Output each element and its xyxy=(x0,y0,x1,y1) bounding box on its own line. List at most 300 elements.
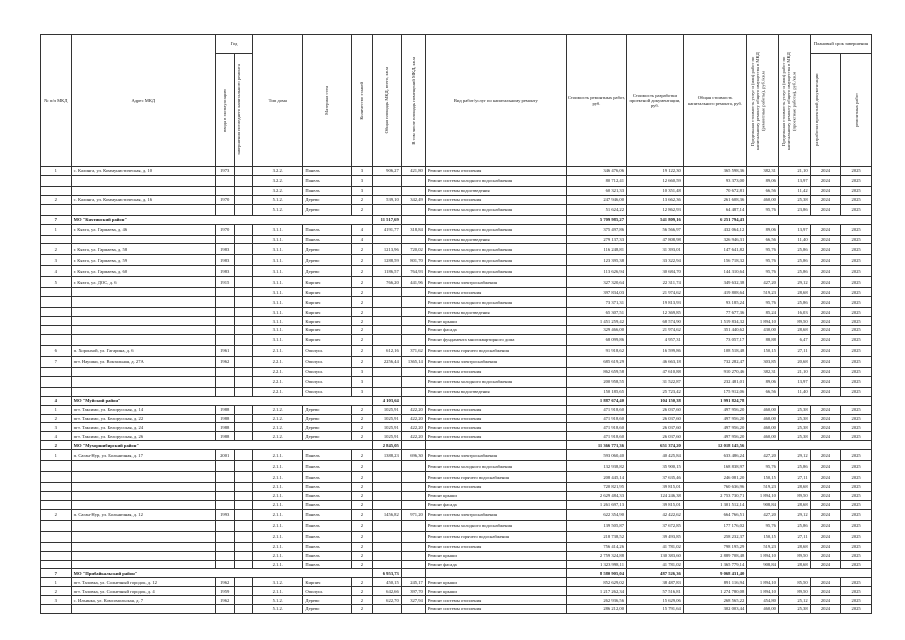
cell-year-commission xyxy=(215,368,234,377)
cell-house-type: 5.1.2. xyxy=(253,605,303,614)
cell-repair-cost: 593 060,40 xyxy=(566,450,626,461)
cell-plan-repair: 2025 xyxy=(841,288,872,297)
mo-cell-empty xyxy=(401,441,425,450)
cell-year-commission xyxy=(215,472,234,483)
cell-max-cost-design: 28,68 xyxy=(778,560,810,569)
table-row xyxy=(41,551,872,560)
cell-wall-material: Панель xyxy=(303,224,351,235)
cell-year-commission: 1988 xyxy=(215,405,234,414)
cell-year-commission: 2001 xyxy=(215,450,234,461)
cell-max-cost-design: 25,38 xyxy=(778,195,810,204)
cell-num: 3 xyxy=(41,255,72,266)
cell-design-cost: 39 815,01 xyxy=(627,483,684,492)
cell-wall-material: Дерево xyxy=(303,596,351,605)
cell-max-cost-repair: 150,15 xyxy=(747,531,779,542)
mo-cell-rc: 5 709 985,27 xyxy=(566,215,626,224)
cell-repair-cost: 132 938,82 xyxy=(566,461,626,472)
cell-address xyxy=(71,472,215,483)
mo-cell-empty xyxy=(425,396,566,405)
cell-wall-material: Панель xyxy=(303,175,351,186)
cell-plan-design: 2024 xyxy=(810,346,841,357)
cell-year-commission: 1959 xyxy=(215,587,234,596)
cell-max-cost-design: 11,40 xyxy=(778,235,810,244)
cell-floors: 2 xyxy=(351,432,373,441)
cell-wall-material: Панель xyxy=(303,520,351,531)
cell-num xyxy=(41,326,72,335)
cell-plan-design: 2024 xyxy=(810,483,841,492)
cell-wall-material: Кирпич xyxy=(303,578,351,587)
cell-address xyxy=(71,235,215,244)
cell-repair-cost: 685 619,29 xyxy=(566,357,626,368)
table-row xyxy=(41,308,872,317)
cell-total-cost: 732 282,47 xyxy=(683,357,746,368)
cell-total-cost: 147 641,82 xyxy=(683,244,746,255)
cell-plan-repair: 2025 xyxy=(841,235,872,244)
repair-program-sheet xyxy=(40,34,872,614)
cell-max-cost-repair: 89,06 xyxy=(747,376,779,387)
cell-total-cost: 497 956,20 xyxy=(683,414,746,423)
cell-year-commission: 1970 xyxy=(215,195,234,204)
cell-work-type: Ремонт системы холодного водоснабжения xyxy=(425,520,566,531)
cell-living-area xyxy=(401,483,425,492)
cell-year-repair xyxy=(234,531,253,542)
cell-year-repair xyxy=(234,596,253,605)
cell-year-commission xyxy=(215,520,234,531)
cell-year-repair xyxy=(234,224,253,235)
cell-floors: 2 xyxy=(351,244,373,255)
cell-house-type: 3.1.1. xyxy=(253,244,303,255)
cell-living-area xyxy=(401,551,425,560)
cell-living-area xyxy=(401,204,425,215)
mo-cell-name: МО "Кяхтинский район" xyxy=(71,215,373,224)
cell-year-repair xyxy=(234,551,253,560)
cell-year-repair xyxy=(234,326,253,335)
cell-plan-design: 2024 xyxy=(810,423,841,432)
cell-year-repair xyxy=(234,520,253,531)
cell-repair-cost: 123 395,38 xyxy=(566,255,626,266)
cell-max-cost-repair: 427,20 xyxy=(747,277,779,288)
header-house-type: Тип дома xyxy=(253,35,303,167)
cell-work-type: Ремонт системы отопления xyxy=(425,483,566,492)
cell-plan-design: 2024 xyxy=(810,387,841,396)
cell-total-cost: 93 185,24 xyxy=(683,297,746,308)
mo-cell-n: 4 xyxy=(41,396,72,405)
cell-repair-cost: 1 451 259,42 xyxy=(566,317,626,326)
cell-num xyxy=(41,186,72,195)
cell-total-cost: 760 636,96 xyxy=(683,483,746,492)
cell-address xyxy=(71,531,215,542)
cell-year-commission xyxy=(215,326,234,335)
repair-program-table xyxy=(40,34,872,614)
cell-repair-cost: 139 505,87 xyxy=(566,520,626,531)
cell-address: п. Хоронхой, ул. Гагарина, д. 6 xyxy=(71,346,215,357)
cell-work-type: Ремонт системы отопления xyxy=(425,596,566,605)
cell-house-type: 3.1.1. xyxy=(253,235,303,244)
cell-total-cost: 177 176,02 xyxy=(683,520,746,531)
cell-total-cost: 432 064,12 xyxy=(683,224,746,235)
cell-year-commission xyxy=(215,288,234,297)
mo-cell-empty xyxy=(401,569,425,578)
cell-max-cost-design: 27,11 xyxy=(778,472,810,483)
cell-max-cost-design: 21,10 xyxy=(778,167,810,176)
cell-floors: 2 xyxy=(351,288,373,297)
cell-wall-material: Панель xyxy=(303,167,351,176)
cell-year-commission xyxy=(215,308,234,317)
table-row xyxy=(41,244,872,255)
cell-house-type: 2.1.2. xyxy=(253,405,303,414)
cell-year-commission xyxy=(215,551,234,560)
cell-plan-design: 2024 xyxy=(810,335,841,346)
cell-floors: 4 xyxy=(351,235,373,244)
cell-total-area xyxy=(373,326,401,335)
cell-floors: 2 xyxy=(351,204,373,215)
cell-work-type: Ремонт системы отопления xyxy=(425,368,566,377)
cell-total-area: 766,20 xyxy=(373,277,401,288)
cell-work-type: Ремонт системы электроснабжения xyxy=(425,450,566,461)
cell-wall-material: Кирпич xyxy=(303,335,351,346)
cell-total-cost: 268 565,22 xyxy=(683,596,746,605)
cell-work-type: Ремонт крыши xyxy=(425,317,566,326)
cell-work-type: Ремонт системы водоотведения xyxy=(425,387,566,396)
cell-floors: 2 xyxy=(351,346,373,357)
table-row xyxy=(41,483,872,492)
cell-address xyxy=(71,204,215,215)
cell-address: с. Ильинка, ул. Комсомольская, д. 7 xyxy=(71,596,215,605)
cell-house-type: 2.2.1. xyxy=(253,387,303,396)
cell-floors: 2 xyxy=(351,450,373,461)
cell-plan-design: 2024 xyxy=(810,195,841,204)
cell-year-commission: 1983 xyxy=(215,255,234,266)
cell-address xyxy=(71,605,215,614)
cell-year-commission xyxy=(215,297,234,308)
cell-total-cost: 232 481,01 xyxy=(683,376,746,387)
cell-address: с. Калинга, ул. Коммунистическая, д. 16 xyxy=(71,195,215,204)
cell-design-cost: 124 246,38 xyxy=(627,492,684,501)
cell-num: 2 xyxy=(41,587,72,596)
header-living-area: В том числе площадь помещений МКД, кв.м xyxy=(401,35,425,167)
cell-design-cost: 130 383,60 xyxy=(627,551,684,560)
cell-year-commission xyxy=(215,500,234,509)
cell-wall-material: Кирпич xyxy=(303,308,351,317)
cell-max-cost-repair: 85,24 xyxy=(747,308,779,317)
cell-max-cost-design: 13,97 xyxy=(778,224,810,235)
cell-work-type: Ремонт фасада xyxy=(425,560,566,569)
table-row xyxy=(41,520,872,531)
cell-wall-material: Дерево xyxy=(303,405,351,414)
cell-repair-cost: 200 958,55 xyxy=(566,376,626,387)
cell-year-repair xyxy=(234,376,253,387)
cell-num: 1 xyxy=(41,405,72,414)
cell-floors: 2 xyxy=(351,500,373,509)
cell-year-repair xyxy=(234,186,253,195)
cell-living-area xyxy=(401,288,425,297)
cell-house-type: 3.2.2. xyxy=(253,167,303,176)
mo-cell-name: МО "Муйский район" xyxy=(71,396,373,405)
cell-plan-repair: 2025 xyxy=(841,204,872,215)
cell-wall-material: Дерево xyxy=(303,605,351,614)
cell-plan-repair: 2025 xyxy=(841,531,872,542)
cell-repair-cost: 68 099,86 xyxy=(566,335,626,346)
cell-plan-repair: 2025 xyxy=(841,551,872,560)
cell-plan-design: 2024 xyxy=(810,376,841,387)
cell-total-area: 539,10 xyxy=(373,195,401,204)
cell-wall-material: Дерево xyxy=(303,255,351,266)
cell-address xyxy=(71,175,215,186)
cell-max-cost-design: 28,68 xyxy=(778,483,810,492)
cell-work-type: Ремонт системы отопления xyxy=(425,195,566,204)
cell-floors: 2 xyxy=(351,551,373,560)
table-row xyxy=(41,317,872,326)
cell-repair-cost: 471 918,60 xyxy=(566,405,626,414)
mo-cell-n: 2 xyxy=(41,441,72,450)
cell-max-cost-design: 27,11 xyxy=(778,531,810,542)
cell-max-cost-design: 25,86 xyxy=(778,266,810,277)
header-repair-cost: Стоимость ремонтных работ, руб. xyxy=(566,35,626,167)
table-row xyxy=(41,357,872,368)
cell-floors: 2 xyxy=(351,255,373,266)
mo-cell-rc: 8 580 905,04 xyxy=(566,569,626,578)
table-row xyxy=(41,587,872,596)
table-row xyxy=(41,204,872,215)
cell-year-commission xyxy=(215,235,234,244)
cell-total-cost: 633 486,24 xyxy=(683,450,746,461)
cell-max-cost-design: 11,40 xyxy=(778,387,810,396)
cell-design-cost: 25 723,42 xyxy=(627,387,684,396)
cell-address: п. Саган-Нур, ул. Больничная, д. 12 xyxy=(71,509,215,520)
cell-floors: 2 xyxy=(351,605,373,614)
cell-total-cost: 1 365 779,14 xyxy=(683,560,746,569)
cell-total-cost: 419 808,64 xyxy=(683,288,746,297)
cell-address xyxy=(71,492,215,501)
cell-plan-repair: 2025 xyxy=(841,578,872,587)
cell-design-cost: 35 900,15 xyxy=(627,461,684,472)
cell-plan-repair: 2025 xyxy=(841,450,872,461)
cell-house-type: 5.1.2. xyxy=(253,204,303,215)
cell-max-cost-design: 25,86 xyxy=(778,244,810,255)
cell-total-cost: 349 632,38 xyxy=(683,277,746,288)
table-row xyxy=(41,414,872,423)
cell-wall-material: Панель xyxy=(303,492,351,501)
cell-max-cost-repair: 95,76 xyxy=(747,244,779,255)
cell-max-cost-design: 29,12 xyxy=(778,277,810,288)
cell-num xyxy=(41,376,72,387)
cell-repair-cost: 1 261 697,13 xyxy=(566,500,626,509)
cell-work-type: Ремонт системы горячего водоснабжения xyxy=(425,472,566,483)
cell-house-type: 2.1.1. xyxy=(253,483,303,492)
mo-cell-dc: 104 150,38 xyxy=(627,396,684,405)
cell-house-type: 2.1.1. xyxy=(253,472,303,483)
table-row xyxy=(41,368,872,377)
cell-num: 1 xyxy=(41,578,72,587)
cell-plan-repair: 2025 xyxy=(841,414,872,423)
cell-house-type: 3.1.1. xyxy=(253,266,303,277)
cell-num xyxy=(41,560,72,569)
cell-plan-repair: 2025 xyxy=(841,560,872,569)
cell-plan-repair: 2025 xyxy=(841,167,872,176)
cell-plan-repair: 2025 xyxy=(841,224,872,235)
header-year-group: Год xyxy=(215,35,252,54)
cell-address: пгт. Таксимо, ул. Белорусская, д. 26 xyxy=(71,432,215,441)
cell-year-repair xyxy=(234,297,253,308)
cell-living-area: 971,20 xyxy=(401,509,425,520)
cell-num: 5 xyxy=(41,277,72,288)
mo-cell-empty xyxy=(747,396,872,405)
cell-house-type: 3.1.1. xyxy=(253,288,303,297)
cell-wall-material: Кирпич xyxy=(303,317,351,326)
cell-floors: 3 xyxy=(351,175,373,186)
cell-plan-design: 2024 xyxy=(810,266,841,277)
cell-wall-material: Панель xyxy=(303,560,351,569)
cell-house-type: 2.1.1. xyxy=(253,346,303,357)
cell-year-commission xyxy=(215,542,234,551)
cell-year-commission xyxy=(215,531,234,542)
cell-house-type: 2.1.1. xyxy=(253,531,303,542)
cell-total-area xyxy=(373,520,401,531)
cell-living-area xyxy=(401,387,425,396)
cell-repair-cost: 471 918,60 xyxy=(566,414,626,423)
table-row xyxy=(41,405,872,414)
header-total-cost: Общая стоимость капитального ремонта, руб. xyxy=(683,35,746,167)
mo-cell-tc: 12 018 145,56 xyxy=(683,441,746,450)
cell-address: пгт. Таксимо, ул. Белорусская, д. 14 xyxy=(71,405,215,414)
mo-cell-name: МО "Прибайкальский район" xyxy=(71,569,373,578)
cell-wall-material: Дерево xyxy=(303,195,351,204)
cell-floors: 3 xyxy=(351,167,373,176)
cell-plan-design: 2024 xyxy=(810,288,841,297)
cell-plan-design: 2024 xyxy=(810,509,841,520)
header-total-area: Общая площадь МКД, всего, кв.м xyxy=(373,35,401,167)
cell-max-cost-repair: 95,76 xyxy=(747,266,779,277)
cell-plan-repair: 2025 xyxy=(841,368,872,377)
cell-repair-cost: 218 738,52 xyxy=(566,531,626,542)
cell-total-area xyxy=(373,308,401,317)
cell-wall-material: Панель xyxy=(303,450,351,461)
cell-work-type: Ремонт системы электроснабжения xyxy=(425,509,566,520)
cell-max-cost-repair: 427,20 xyxy=(747,450,779,461)
cell-total-area xyxy=(373,387,401,396)
cell-total-area xyxy=(373,461,401,472)
mo-cell-tc: 1 991 824,78 xyxy=(683,396,746,405)
cell-address xyxy=(71,376,215,387)
cell-wall-material: Панель xyxy=(303,472,351,483)
cell-plan-design: 2024 xyxy=(810,414,841,423)
cell-floors: 2 xyxy=(351,542,373,551)
cell-design-cost: 16 599,86 xyxy=(627,346,684,357)
cell-floors: 2 xyxy=(351,461,373,472)
cell-total-area xyxy=(373,500,401,509)
cell-work-type: Ремонт системы горячего водоснабжения xyxy=(425,531,566,542)
cell-work-type: Ремонт системы отопления xyxy=(425,432,566,441)
cell-wall-material: Панель xyxy=(303,542,351,551)
cell-house-type: 3.1.1. xyxy=(253,317,303,326)
cell-total-area: 450,15 xyxy=(373,578,401,587)
cell-year-repair xyxy=(234,335,253,346)
cell-num xyxy=(41,605,72,614)
header-wall-material: Материал стен xyxy=(303,35,351,167)
cell-max-cost-repair: 460,00 xyxy=(747,195,779,204)
cell-plan-repair: 2025 xyxy=(841,277,872,288)
cell-num: 7 xyxy=(41,357,72,368)
cell-year-commission: 1988 xyxy=(215,423,234,432)
cell-work-type: Ремонт системы горячего водоснабжения xyxy=(425,346,566,357)
cell-max-cost-repair: 519,23 xyxy=(747,542,779,551)
cell-total-area xyxy=(373,288,401,297)
cell-num: 1 xyxy=(41,224,72,235)
mo-cell-dc: 651 374,20 xyxy=(627,441,684,450)
table-row xyxy=(41,297,872,308)
cell-work-type: Ремонт системы отопления xyxy=(425,405,566,414)
cell-work-type: Ремонт фундамента многоквартирного дома xyxy=(425,335,566,346)
cell-wall-material: Дерево xyxy=(303,423,351,432)
cell-year-repair xyxy=(234,492,253,501)
cell-max-cost-repair: 460,00 xyxy=(747,605,779,614)
header-plan-design: разработки проектной документации xyxy=(810,54,841,167)
cell-floors: 2 xyxy=(351,587,373,596)
cell-max-cost-design: 6,47 xyxy=(778,335,810,346)
cell-repair-cost: 150 185,65 xyxy=(566,387,626,396)
cell-total-cost: 168 838,97 xyxy=(683,461,746,472)
cell-max-cost-repair: 1 894,10 xyxy=(747,551,779,560)
cell-plan-design: 2024 xyxy=(810,308,841,317)
cell-repair-cost: 116 248,81 xyxy=(566,244,626,255)
cell-year-repair xyxy=(234,605,253,614)
cell-living-area xyxy=(401,542,425,551)
cell-floors: 2 xyxy=(351,492,373,501)
cell-repair-cost: 286 212,00 xyxy=(566,605,626,614)
cell-house-type: 2.1.1. xyxy=(253,520,303,531)
cell-total-cost: 497 956,20 xyxy=(683,432,746,441)
cell-design-cost: 26 037,60 xyxy=(627,423,684,432)
table-row xyxy=(41,509,872,520)
table-row xyxy=(41,596,872,605)
cell-year-commission: 1962 xyxy=(215,578,234,587)
cell-work-type: Ремонт системы холодного водоснабжения xyxy=(425,297,566,308)
cell-floors: 2 xyxy=(351,277,373,288)
cell-year-repair xyxy=(234,450,253,461)
cell-total-cost: 144 310,64 xyxy=(683,266,746,277)
cell-living-area xyxy=(401,317,425,326)
header-design-cost: Стоимость разработки проектной документации, руб. xyxy=(627,35,684,167)
cell-total-area: 642,66 xyxy=(373,587,401,596)
cell-max-cost-repair: 66,56 xyxy=(747,387,779,396)
cell-wall-material: Панель xyxy=(303,500,351,509)
cell-repair-cost: 2 759 324,88 xyxy=(566,551,626,560)
cell-plan-repair: 2025 xyxy=(841,326,872,335)
cell-floors: 3 xyxy=(351,186,373,195)
cell-max-cost-repair: 519,23 xyxy=(747,483,779,492)
table-row xyxy=(41,450,872,461)
cell-living-area xyxy=(401,326,425,335)
cell-plan-design: 2024 xyxy=(810,578,841,587)
table-row xyxy=(41,175,872,186)
cell-num: 1 xyxy=(41,450,72,461)
cell-max-cost-repair: 95,76 xyxy=(747,520,779,531)
cell-year-repair xyxy=(234,317,253,326)
cell-plan-repair: 2025 xyxy=(841,186,872,195)
cell-repair-cost: 60 321,33 xyxy=(566,186,626,195)
cell-plan-repair: 2025 xyxy=(841,195,872,204)
cell-living-area: 422,20 xyxy=(401,423,425,432)
cell-address: г. Кяхта, ул. Гармаева, д. 59 xyxy=(71,255,215,266)
cell-repair-cost: 397 834,03 xyxy=(566,288,626,297)
cell-total-area: 1388,23 xyxy=(373,450,401,461)
cell-year-commission xyxy=(215,376,234,387)
cell-max-cost-repair: 519,23 xyxy=(747,288,779,297)
cell-max-cost-design: 89,50 xyxy=(778,551,810,560)
cell-num: 2 xyxy=(41,414,72,423)
cell-num xyxy=(41,235,72,244)
cell-plan-design: 2024 xyxy=(810,500,841,509)
